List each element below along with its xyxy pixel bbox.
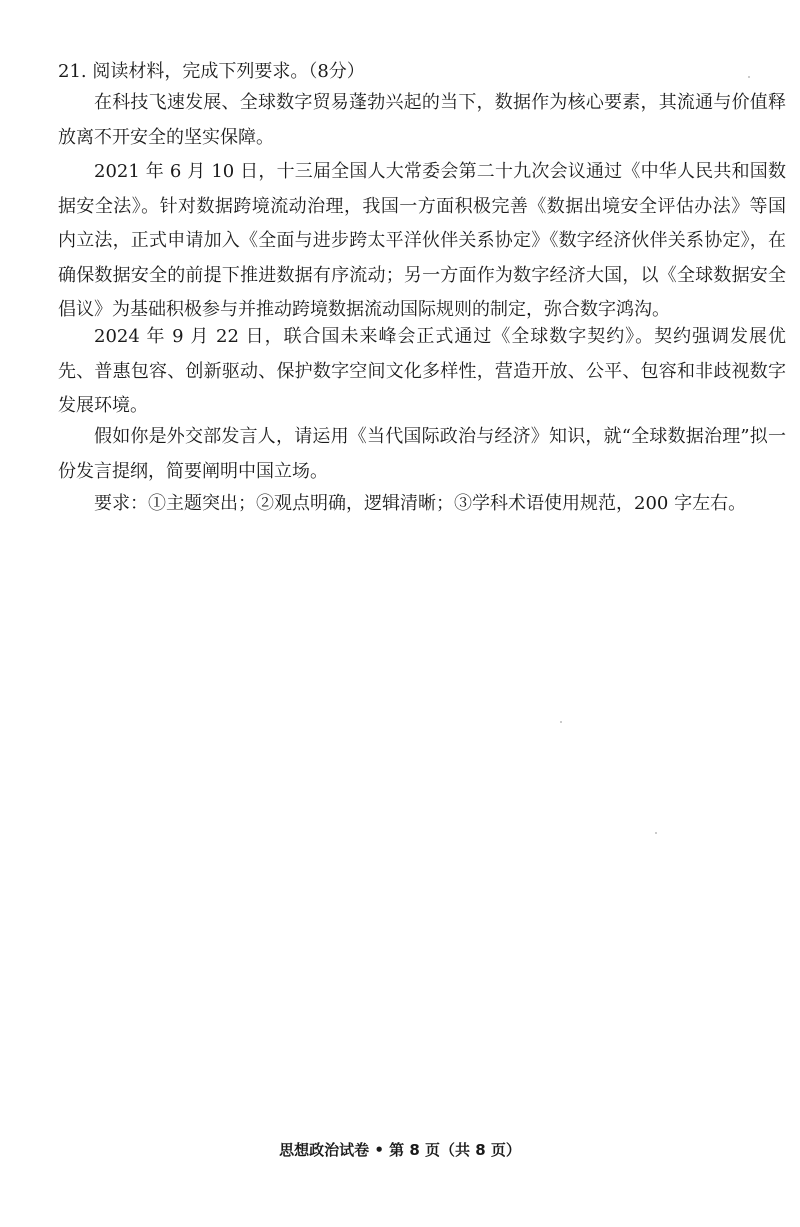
question-title: 21. 阅读材料，完成下列要求。（8分） — [58, 61, 365, 82]
material-paragraph-1: 在科技飞速发展、全球数字贸易蓬勃兴起的当下，数据作为核心要素，其流通与价值释放离不开安全的坚实保障。 — [58, 92, 786, 148]
material-paragraph-3: 2024 年 9 月 22 日，联合国未来峰会正式通过《全球数字契约》。契约强调发展优先、普惠包容、创新驱动、保护数字空间文化多样性，营造开放、公平、包容和非歧视数字发展环境。 — [58, 326, 786, 416]
material-paragraph-2: 2021 年 6 月 10 日，十三届全国人大常委会第二十九次会议通过《中华人民共和国数据安全法》。针对数据跨境流动治理，我国一方面积极完善《数据出境安全评估办法》等国内立法，正式申请加入《全面与进步跨太平洋伙伴关系协定》《数字经济伙伴关系协定》，在确保数据安全的前提下推进数据有序流动；另一方面作为数字经济大国，以《全球数据安全倡议》为基础积极参与并推动跨境数据流动国际规则的制定，弥合数字鸿沟。 — [58, 161, 786, 320]
task-paragraph: 假如你是外交部发言人，请运用《当代国际政治与经济》知识，就“全球数据治理”拟一份发言提纲，简要阐明中国立场。 — [58, 426, 786, 482]
scan-speck — [560, 721, 562, 723]
requirements-paragraph: 要求：①主题突出；②观点明确，逻辑清晰；③学科术语使用规范，200 字左右。 — [94, 493, 747, 514]
scan-speck — [655, 832, 657, 834]
scan-speck — [748, 76, 750, 78]
page-footer: 思想政治试卷 • 第 8 页（共 8 页） — [279, 1141, 521, 1159]
